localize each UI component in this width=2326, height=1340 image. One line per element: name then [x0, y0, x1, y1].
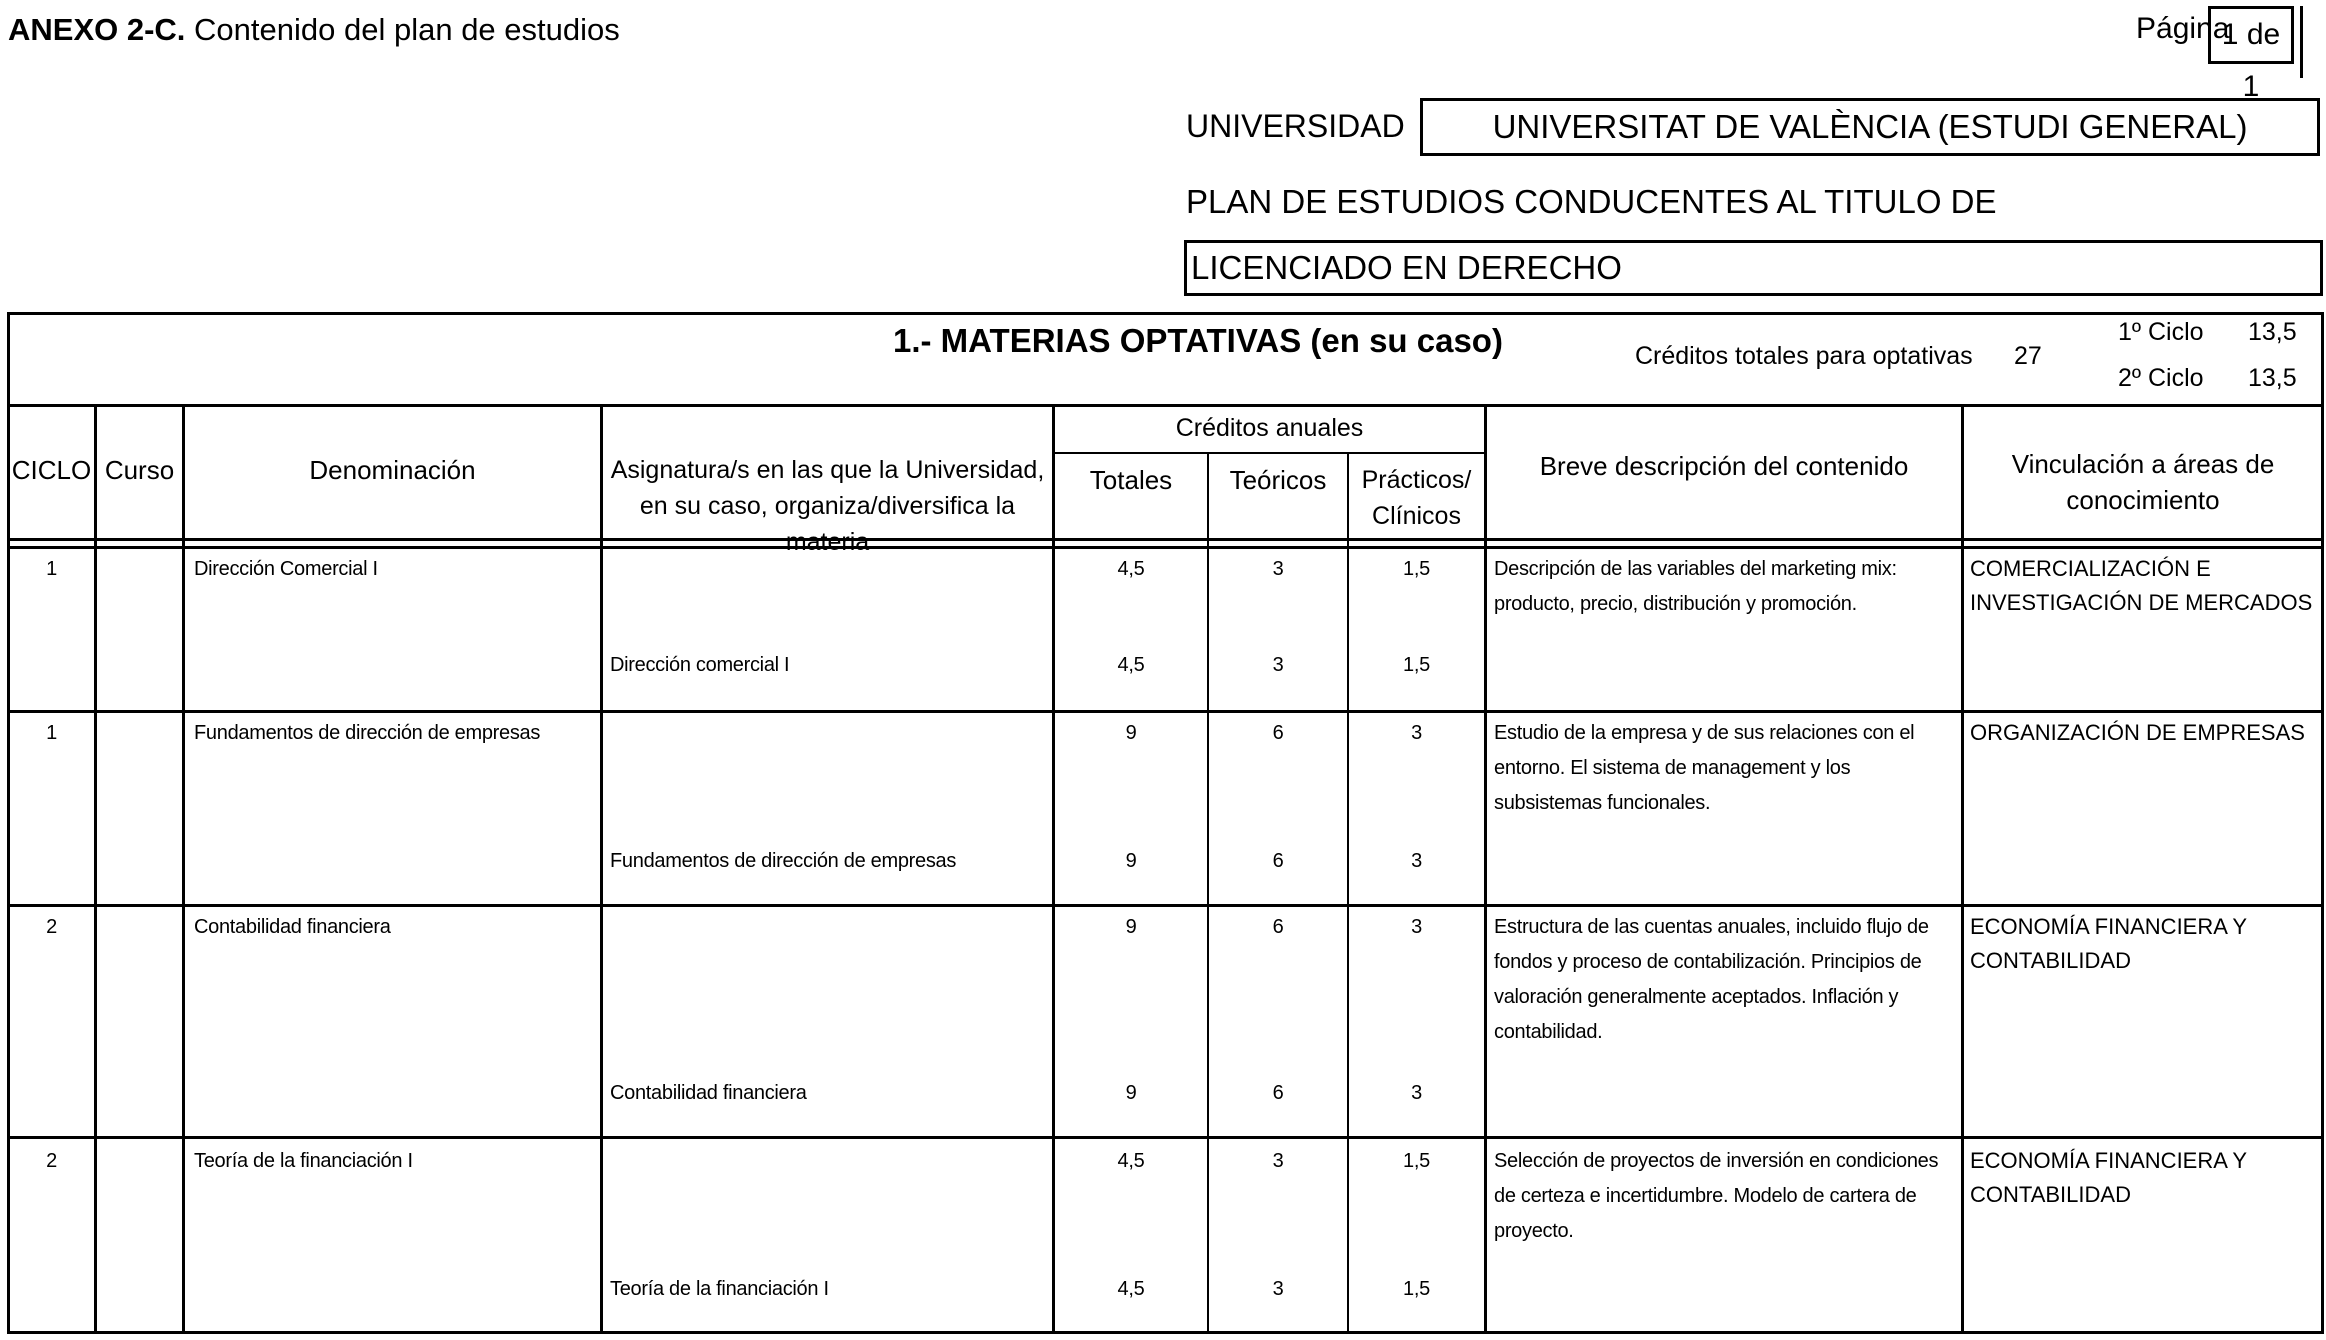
col-divider [94, 404, 97, 1334]
row-3-totales: 9 [1125, 916, 1137, 938]
annex-code: ANEXO 2-C. [8, 12, 186, 47]
row-1-totales: 4,5 [1117, 558, 1145, 580]
row-1-ciclo: 1 [46, 558, 57, 580]
col-header-curso: Curso [104, 455, 175, 485]
row-2-sub-practicos: 3 [1411, 850, 1422, 872]
university-label: UNIVERSIDAD [1186, 108, 1405, 144]
row-2-practicos: 3 [1411, 722, 1422, 744]
col-header-descripcion: Breve descripción del contenido [1539, 451, 1909, 481]
row-3-vinculacion: ECONOMÍA FINANCIERA Y CONTABILIDAD [1970, 914, 2247, 973]
row-1-descripcion: Descripción de las variables del marketing mix: producto, precio, distribución y promoción. [1494, 558, 1897, 615]
row-1-asignatura: Dirección comercial I [610, 654, 790, 676]
row-4-vinculacion: ECONOMÍA FINANCIERA Y CONTABILIDAD [1970, 1148, 2247, 1207]
row-2-sub-teoricos: 6 [1272, 850, 1284, 872]
page-box-edge [2300, 6, 2303, 78]
row-3-practicos: 3 [1411, 916, 1422, 938]
row-4-ciclo: 2 [46, 1150, 57, 1172]
row-4-denominacion: Teoría de la financiación I [194, 1150, 413, 1172]
row-2-totales: 9 [1125, 722, 1137, 744]
degree-value-box: LICENCIADO EN DERECHO [1184, 240, 2323, 296]
header-top-rule [7, 404, 2324, 407]
row-1-teoricos: 3 [1272, 558, 1284, 580]
row-3-ciclo: 2 [46, 916, 57, 938]
row-3-sub-teoricos: 6 [1272, 1082, 1284, 1104]
row-2-descripcion: Estudio de la empresa y de sus relaciones con el entorno. El sistema de management y los subsistemas funcionales. [1494, 722, 1915, 814]
row-4-sub-totales: 4,5 [1117, 1278, 1145, 1300]
annex-text: Contenido del plan de estudios [194, 12, 620, 47]
creditos-subheader-rule [1052, 452, 1484, 454]
col-divider [1961, 404, 1964, 1334]
row-4-sub-teoricos: 3 [1272, 1278, 1284, 1300]
col-header-ciclo: CICLO [11, 455, 92, 485]
row-1-vinculacion: COMERCIALIZACIÓN E INVESTIGACIÓN DE MERCADOS [1970, 556, 2313, 615]
col-header-practicos: Prácticos/ Clínicos [1361, 466, 1472, 530]
row-3-sub-totales: 9 [1125, 1082, 1137, 1104]
row-separator [7, 710, 2324, 713]
col-header-totales: Totales [1089, 465, 1173, 495]
row-2-asignatura: Fundamentos de dirección de empresas [610, 850, 957, 872]
col-divider [1484, 404, 1487, 1334]
row-1-denominacion: Dirección Comercial I [194, 558, 378, 580]
row-2-teoricos: 6 [1272, 722, 1284, 744]
row-3-denominacion: Contabilidad financiera [194, 916, 391, 938]
page-label: Página [2136, 12, 2230, 45]
col-header-denominacion: Denominación [309, 455, 476, 485]
row-separator [7, 904, 2324, 907]
row-4-descripcion: Selección de proyectos de inversión en condiciones de certeza e incertidumbre. Modelo de cartera de proyecto. [1494, 1150, 1939, 1242]
col-divider [182, 404, 185, 1334]
annex-title [8, 12, 620, 48]
col-header-vinculacion: Vinculación a áreas de conocimiento [2011, 449, 2275, 515]
row-4-practicos: 1,5 [1403, 1150, 1430, 1172]
credits-total-label: Créditos totales para optativas [1635, 342, 1973, 370]
section-title: 1.- MATERIAS OPTATIVAS (en su caso) [893, 322, 1503, 359]
row-4-sub-practicos: 1,5 [1403, 1278, 1430, 1300]
row-2-sub-totales: 9 [1125, 850, 1137, 872]
cycle-1-label: 1º Ciclo [2118, 318, 2204, 346]
row-2-ciclo: 1 [46, 722, 57, 744]
page-number-box: 1 de 1 [2208, 6, 2294, 64]
row-3-sub-practicos: 3 [1411, 1082, 1422, 1104]
plan-label: PLAN DE ESTUDIOS CONDUCENTES AL TITULO DE [1186, 183, 1997, 220]
credits-total-value: 27 [2014, 342, 2042, 370]
row-4-teoricos: 3 [1272, 1150, 1284, 1172]
row-2-vinculacion: ORGANIZACIÓN DE EMPRESAS [1970, 720, 2305, 745]
col-header-teoricos: Teóricos [1229, 465, 1327, 495]
col-header-asignatura: Asignatura/s en las que la Universidad, en su caso, organiza/diversifica la materia [610, 456, 1045, 556]
row-3-descripcion: Estructura de las cuentas anuales, incluido flujo de fondos y proceso de contabilización. Principios de valoración generalmente aceptados. Inflación y contabilidad. [1494, 916, 1929, 1043]
row-2-denominacion: Fundamentos de dirección de empresas [194, 722, 541, 744]
row-4-totales: 4,5 [1117, 1150, 1145, 1172]
cycle-2-label: 2º Ciclo [2118, 364, 2204, 392]
header-bottom-rule-double [7, 546, 2324, 549]
col-header-creditos-anuales: Créditos anuales [1175, 414, 1364, 442]
row-1-sub-totales: 4,5 [1117, 654, 1145, 676]
row-3-asignatura: Contabilidad financiera [610, 1082, 807, 1104]
row-4-asignatura: Teoría de la financiación I [610, 1278, 829, 1300]
row-separator [7, 1136, 2324, 1139]
cycle-1-value: 13,5 [2248, 318, 2297, 346]
row-1-sub-teoricos: 3 [1272, 654, 1284, 676]
cycle-2-value: 13,5 [2248, 364, 2297, 392]
row-1-sub-practicos: 1,5 [1403, 654, 1430, 676]
row-1-practicos: 1,5 [1403, 558, 1430, 580]
header-bottom-rule [7, 538, 2324, 541]
university-value-box: UNIVERSITAT DE VALÈNCIA (ESTUDI GENERAL) [1420, 98, 2320, 156]
row-3-teoricos: 6 [1272, 916, 1284, 938]
